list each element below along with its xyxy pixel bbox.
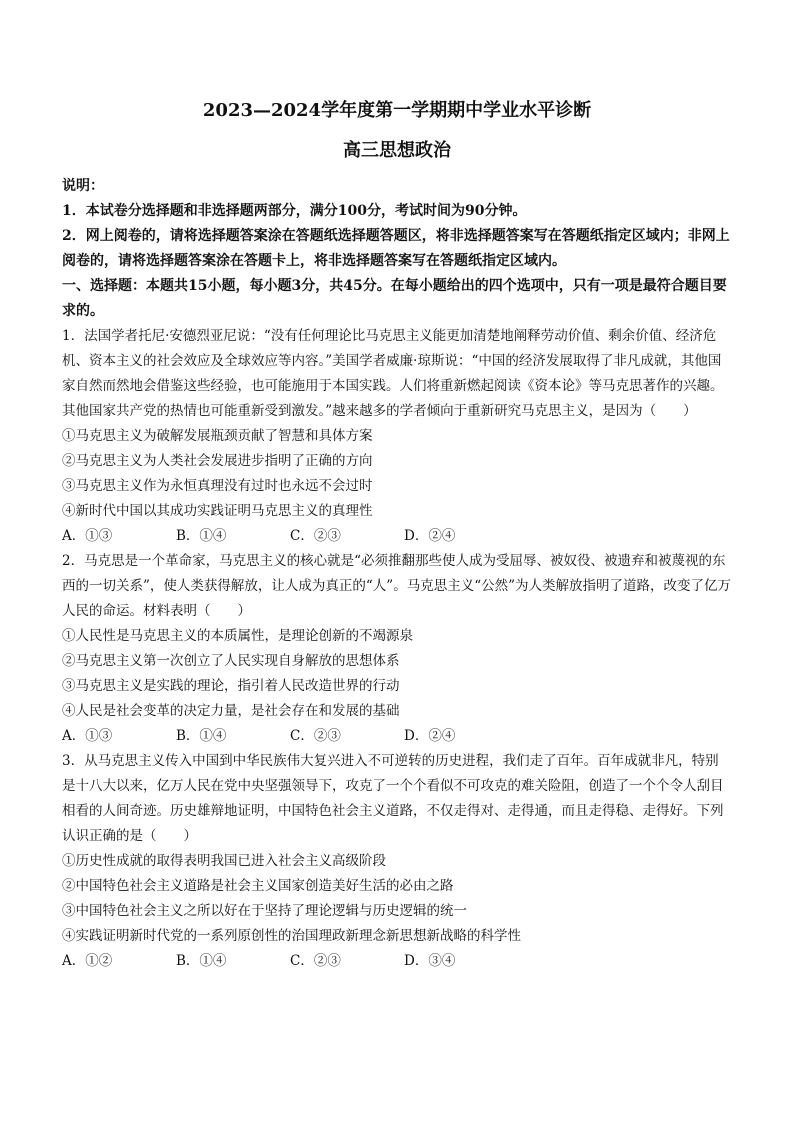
instruction-item: 1．本试卷分选择题和非选择题两部分，满分100分，考试时间为90分钟。 bbox=[62, 203, 527, 219]
answer-choices bbox=[62, 724, 732, 749]
exam-subtitle: 高三思想政治 bbox=[343, 140, 451, 161]
choice-d: D．②④ bbox=[404, 528, 456, 544]
statement-option: ③中国特色社会主义之所以好在于坚持了理论逻辑与历史逻辑的统一 bbox=[62, 903, 467, 919]
choice-d: D．③④ bbox=[404, 953, 456, 969]
choice-b: B．①④ bbox=[176, 728, 227, 744]
statement-option: ④新时代中国以其成功实践证明马克思主义的真理性 bbox=[62, 503, 373, 519]
statement-option: ③马克思主义作为永恒真理没有过时也永远不会过时 bbox=[62, 478, 373, 494]
choice-a: A．①③ bbox=[62, 728, 113, 744]
exam-title: 2023—2024学年度第一学期期中学业水平诊断 bbox=[202, 100, 592, 121]
statement-option: ②马克思主义为人类社会发展进步指明了正确的方向 bbox=[62, 453, 373, 469]
choice-c: C．②③ bbox=[290, 728, 341, 744]
answer-choices bbox=[62, 524, 732, 549]
choice-a: A．①② bbox=[62, 953, 113, 969]
statement-option: ②马克思主义第一次创立了人民实现自身解放的思想体系 bbox=[62, 653, 400, 669]
statement-option: ②中国特色社会主义道路是社会主义国家创造美好生活的必由之路 bbox=[62, 878, 454, 894]
statement-option: ④人民是社会变革的决定力量，是社会存在和发展的基础 bbox=[62, 703, 400, 719]
choice-d: D．②④ bbox=[404, 728, 456, 744]
answer-choices bbox=[62, 949, 732, 974]
question-3 bbox=[62, 749, 732, 974]
statement-option: ①人民性是马克思主义的本质属性，是理论创新的不竭源泉 bbox=[62, 628, 413, 644]
statement-option: ①马克思主义为破解发展瓶颈贡献了智慧和具体方案 bbox=[62, 428, 373, 444]
choice-a: A．①③ bbox=[62, 528, 113, 544]
instructions-label: 说明： bbox=[62, 178, 104, 194]
question-1 bbox=[62, 324, 732, 549]
section-heading: 一、选择题：本题共15小题，每小题3分，共45分。在每小题给出的四个选项中，只有一项是最符合题目要求的。 bbox=[62, 278, 727, 319]
question-2 bbox=[62, 549, 732, 749]
statement-option: ④实践证明新时代党的一系列原创性的治国理政新理念新思想新战略的科学性 bbox=[62, 928, 521, 944]
choice-b: B．①④ bbox=[176, 953, 227, 969]
instruction-item: 2．网上阅卷的，请将选择题答案涂在答题纸选择题答题区，将非选择题答案写在答题纸指定区域内；非网上阅卷的，请将选择题答案涂在答题卡上，将非选择题答案写在答题纸指定区域内。 bbox=[62, 228, 730, 269]
choice-c: C．②③ bbox=[290, 953, 341, 969]
question-stem: 2．马克思是一个革命家，马克思主义的核心就是“必须推翻那些使人成为受屈辱、被奴役、被遗弃和被蔑视的东西的一切关系”，使人类获得解放，让人成为真正的“人”。马克思主义“公然”为人类解放指明了道路，改变了亿万人民的命运。材料表明（ ） bbox=[62, 553, 732, 619]
instructions bbox=[62, 174, 732, 274]
question-stem: 3．从马克思主义传入中国到中华民族伟大复兴进入不可逆转的历史进程，我们走了百年。百年成就非凡，特别是十八大以来，亿万人民在党中央坚强领导下，攻克了一个个看似不可攻克的难关险阻，创造了一个个令人刮目相看的人间奇迹。历史雄辩地证明，中国特色社会主义道路，不仅走得对、走得通，而且走得稳、走得好。下列认识正确的是（ ） bbox=[62, 753, 724, 844]
question-stem: 1．法国学者托尼·安德烈亚尼说：“没有任何理论比马克思主义能更加清楚地阐释劳动价值、剩余价值、经济危机、资本主义的社会效应及全球效应等内容。”美国学者威廉·琼斯说：“中国的经济发展取得了非凡成就，其他国家自然而然地会借鉴这些经验，也可能施用于本国实践。人们将重新燃起阅读《资本论》等马克思著作的兴趣。其他国家共产党的热情也可能重新受到激发。”越来越多的学者倾向于重新研究马克思主义，是因为（ ） bbox=[62, 328, 724, 419]
choice-c: C．②③ bbox=[290, 528, 341, 544]
statement-option: ①历史性成就的取得表明我国已进入社会主义高级阶段 bbox=[62, 853, 386, 869]
choice-b: B．①④ bbox=[176, 528, 227, 544]
statement-option: ③马克思主义是实践的理论，指引着人民改造世界的行动 bbox=[62, 678, 400, 694]
